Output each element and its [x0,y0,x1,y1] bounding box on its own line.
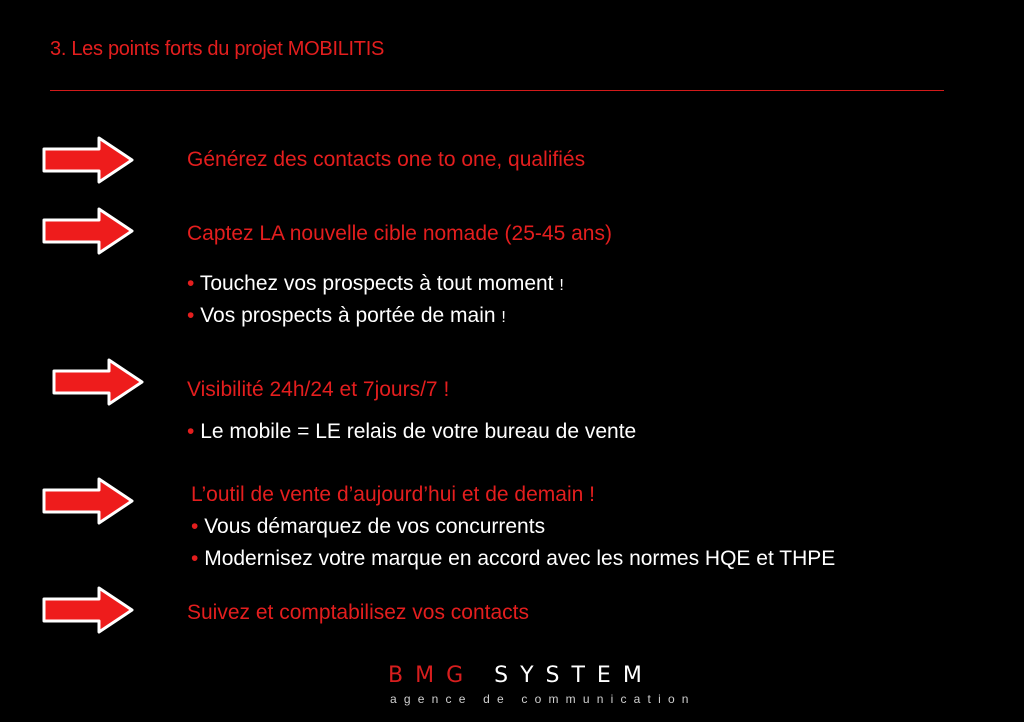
point-heading: L’outil de vente d’aujourd’hui et de demain ! [191,483,595,506]
point-heading: Captez LA nouvelle cible nomade (25-45 ans) [187,222,612,245]
point-heading: Générez des contacts one to one, qualifiés [187,148,586,171]
bmg-system-logo [388,663,696,708]
slide-title: 3. Les points forts du projet MOBILITIS [50,38,385,60]
arrow-right-icon [42,477,134,525]
title-divider [50,90,944,91]
bullet-item: • Vos prospects à portée de main ! [187,304,506,327]
logo-brand-red: BMG [388,663,476,688]
bullet-item: • Modernisez votre marque en accord avec les normes HQE et THPE [191,547,836,570]
bullet-item: • Vous démarquez de vos concurrents [191,515,546,538]
arrow-right-icon [42,586,134,634]
bullet-item: • Touchez vos prospects à tout moment ! [187,272,564,295]
arrow-right-icon [52,358,144,406]
logo-tagline: agence de communication [390,692,696,706]
logo-brand-white: SYSTEM [494,663,654,688]
arrow-right-icon [42,136,134,184]
arrow-right-icon [42,207,134,255]
bullet-item: • Le mobile = LE relais de votre bureau de vente [187,420,637,443]
point-heading: Visibilité 24h/24 et 7jours/7 ! [187,378,450,401]
point-heading: Suivez et comptabilisez vos contacts [187,601,529,624]
